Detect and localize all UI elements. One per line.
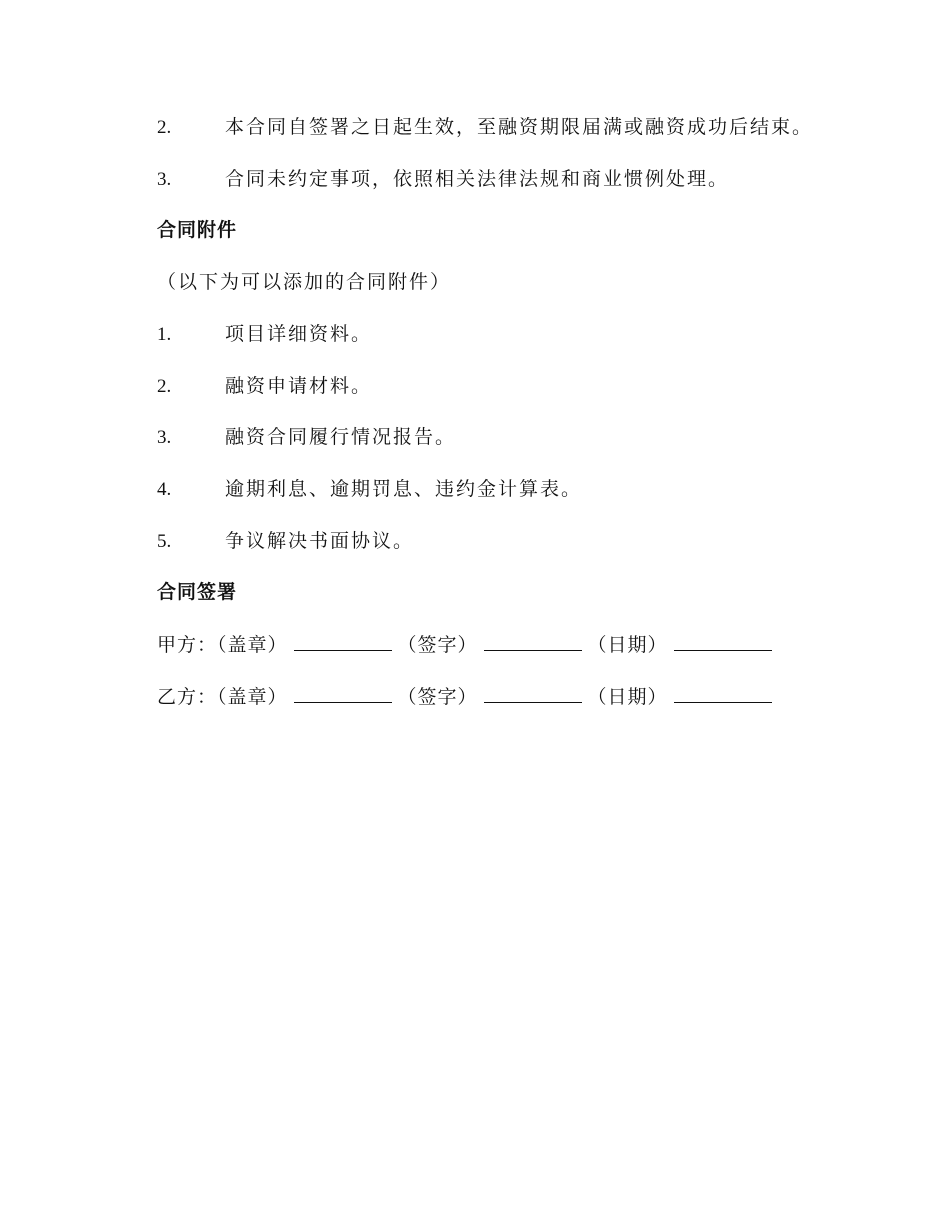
attachment-text: 融资合同履行情况报告。 [225, 426, 457, 448]
attachment-number: 5. [157, 531, 172, 552]
date-label: （日期） [587, 634, 668, 656]
sign-blank[interactable] [484, 632, 582, 651]
party-label: 乙方： [157, 686, 218, 708]
attachment-item-1 [157, 322, 372, 347]
attachments-note: （以下为可以添加的合同附件） [157, 271, 452, 293]
signature-row-party-a [157, 632, 778, 657]
attachment-text: 项目详细资料。 [225, 323, 373, 345]
date-label: （日期） [587, 686, 668, 708]
attachment-text: 融资申请材料。 [225, 375, 373, 397]
party-label: 甲方： [157, 634, 218, 656]
attachment-item-5 [157, 529, 414, 554]
seal-label: （盖章） [217, 634, 288, 656]
term-text: 合同未约定事项，依照相关法律法规和商业惯例处理。 [225, 168, 730, 190]
sign-label: （签字） [397, 686, 478, 708]
attachments-heading: 合同附件 [157, 219, 238, 241]
term-number: 2. [157, 117, 172, 138]
term-number: 3. [157, 169, 172, 190]
attachment-text: 争议解决书面协议。 [225, 530, 415, 552]
attachment-item-2 [157, 374, 372, 399]
attachment-item-3 [157, 425, 456, 450]
date-blank[interactable] [674, 684, 772, 703]
attachment-number: 2. [157, 376, 172, 397]
signature-row-party-b [157, 684, 778, 709]
seal-label: （盖章） [217, 686, 288, 708]
sign-blank[interactable] [484, 684, 582, 703]
sign-label: （签字） [397, 634, 478, 656]
attachment-item-4 [157, 477, 582, 502]
term-item-2 [157, 115, 813, 140]
attachment-text: 逾期利息、逾期罚息、违约金计算表。 [225, 478, 583, 500]
signature-heading: 合同签署 [157, 581, 238, 603]
attachment-number: 4. [157, 479, 172, 500]
date-blank[interactable] [674, 632, 772, 651]
term-item-3 [157, 167, 729, 192]
attachment-number: 1. [157, 324, 172, 345]
attachment-number: 3. [157, 427, 172, 448]
seal-blank[interactable] [294, 632, 392, 651]
seal-blank[interactable] [294, 684, 392, 703]
term-text: 本合同自签署之日起生效，至融资期限届满或融资成功后结束。 [225, 116, 814, 138]
